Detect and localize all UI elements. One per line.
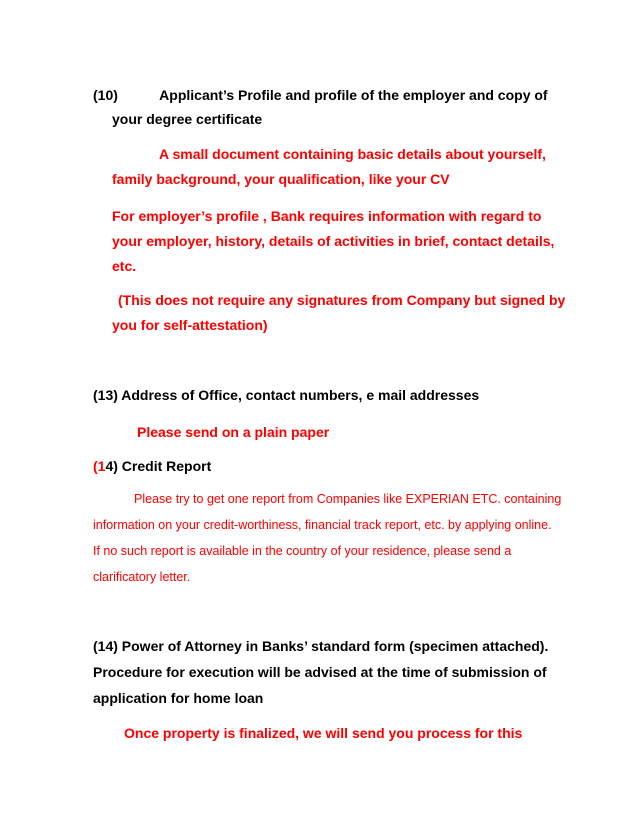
item-10-employer-line3: etc. — [112, 258, 137, 274]
item-10-note-line2: you for self-attestation) — [112, 317, 268, 333]
credit-report-number-red: (1 — [93, 458, 106, 474]
item-10-note-line1: (This does not require any signatures from Company but signed by — [118, 292, 566, 308]
credit-report-title: Credit Report — [117, 458, 212, 474]
credit-report-text-line1: Please try to get one report from Companies like EXPERIAN ETC. containing — [134, 492, 562, 506]
poa-heading-line3: application for home loan — [93, 690, 264, 706]
credit-report-heading — [93, 459, 211, 473]
credit-report-text-line4: clarificatory letter. — [93, 570, 191, 584]
item-10-desc-line2: family background, your qualification, like your CV — [112, 171, 450, 187]
item-10-title-line1: Applicant’s Profile and profile of the employer and copy of — [159, 87, 548, 103]
item-10-desc-line1: A small document containing basic details about yourself, — [159, 146, 546, 162]
item-10-employer-line1: For employer’s profile , Bank requires information with regard to — [112, 208, 542, 224]
item-10-heading — [93, 88, 548, 102]
poa-instruction: Once property is finalized, we will send you process for this — [124, 725, 523, 741]
item-10-employer-line2: your employer, history, details of activities in brief, contact details, — [112, 233, 555, 249]
item-13-instruction: Please send on a plain paper — [137, 424, 330, 440]
item-10-title-line2: your degree certificate — [112, 111, 263, 127]
poa-heading-line1: (14) Power of Attorney in Banks’ standard form (specimen attached). — [93, 638, 549, 654]
credit-report-text-line2: information on your credit-worthiness, financial track report, etc. by applying online. — [93, 518, 552, 532]
item-10-number: (10) — [93, 87, 118, 103]
credit-report-number-black: 4) — [105, 458, 118, 474]
poa-heading-line2: Procedure for execution will be advised at the time of submission of — [93, 664, 547, 680]
credit-report-text-line3: If no such report is available in the country of your residence, please send a — [93, 544, 512, 558]
item-13-heading: (13) Address of Office, contact numbers, e mail addresses — [93, 387, 480, 403]
